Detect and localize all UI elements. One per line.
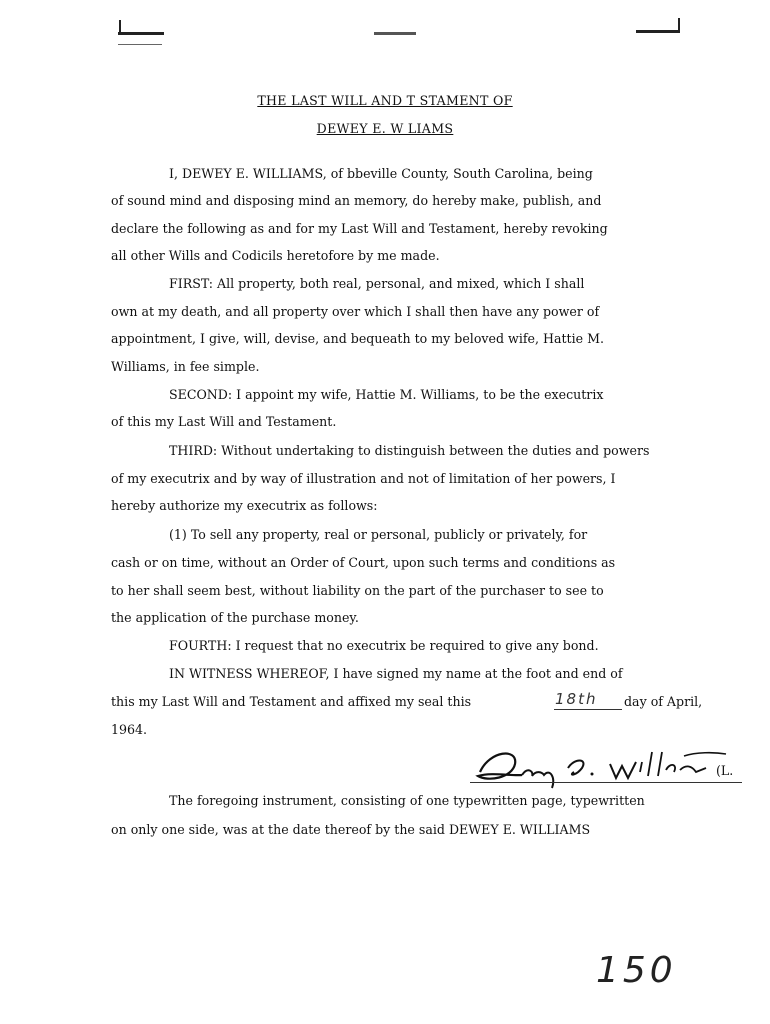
scan-mark-right-tick bbox=[678, 18, 680, 33]
third-line-3: hereby authorize my executrix as follows: bbox=[111, 498, 378, 513]
paragraph-1-line-2: of sound mind and disposing mind an memory, do hereby make, publish, and bbox=[111, 193, 602, 208]
handwritten-day: 18th bbox=[555, 690, 598, 708]
first-line-1: FIRST: All property, both real, personal, and mixed, which I shall bbox=[169, 276, 585, 291]
third-line-2: of my executrix and by way of illustration and not of limitation of her powers, I bbox=[111, 471, 616, 486]
third-line-1: THIRD: Without undertaking to distinguish between the duties and powers bbox=[169, 443, 650, 458]
signature-image bbox=[470, 742, 740, 792]
day-blank-underline bbox=[554, 709, 622, 710]
third-item-1-line-3: to her shall seem best, without liability on the part of the purchaser to see to bbox=[111, 583, 604, 598]
third-item-1-line-4: the application of the purchase money. bbox=[111, 610, 359, 625]
third-item-1-line-1: (1) To sell any property, real or personal, publicly or privately, for bbox=[169, 527, 588, 542]
attestation-line-2: on only one side, was at the date thereof by the said DEWEY E. WILLIAMS bbox=[111, 822, 591, 837]
witness-line-3: 1964. bbox=[111, 722, 148, 737]
paragraph-1-line-3: declare the following as and for my Last Will and Testament, hereby revoking bbox=[111, 221, 608, 236]
witness-line-1: IN WITNESS WHEREOF, I have signed my name at the foot and end of bbox=[169, 666, 623, 681]
scan-mark-left-tick bbox=[119, 20, 121, 34]
seal-label: (L. bbox=[716, 763, 734, 778]
fourth-line: FOURTH: I request that no executrix be required to give any bond. bbox=[169, 638, 599, 653]
first-line-2: own at my death, and all property over which I shall then have any power of bbox=[111, 304, 600, 319]
witness-line-2-end: day of April, bbox=[624, 694, 703, 709]
first-line-3: appointment, I give, will, devise, and bequeath to my beloved wife, Hattie M. bbox=[111, 331, 604, 346]
third-item-1-line-2: cash or on time, without an Order of Court, upon such terms and conditions as bbox=[111, 555, 616, 570]
document-title-line-1: THE LAST WILL AND T STAMENT OF bbox=[257, 93, 513, 108]
signature-line bbox=[470, 782, 742, 783]
scan-mark-left-dots bbox=[118, 44, 162, 45]
scan-mark-left bbox=[118, 32, 164, 35]
paragraph-1-line-4: all other Wills and Codicils heretofore by me made. bbox=[111, 248, 440, 263]
attestation-line-1: The foregoing instrument, consisting of one typewritten page, typewritten bbox=[169, 793, 645, 808]
witness-line-2: this my Last Will and Testament and affixed my seal this bbox=[111, 694, 472, 709]
scan-mark-center bbox=[374, 32, 416, 35]
document-title-line-2: DEWEY E. W LIAMS bbox=[316, 121, 454, 136]
first-line-4: Williams, in fee simple. bbox=[111, 359, 260, 374]
page-number: 150 bbox=[596, 950, 677, 991]
second-line-2: of this my Last Will and Testament. bbox=[111, 414, 337, 429]
paragraph-1-line-1: I, DEWEY E. WILLIAMS, of bbeville County, South Carolina, being bbox=[169, 166, 593, 181]
scan-mark-right bbox=[636, 30, 680, 33]
second-line-1: SECOND: I appoint my wife, Hattie M. Williams, to be the executrix bbox=[169, 387, 604, 402]
